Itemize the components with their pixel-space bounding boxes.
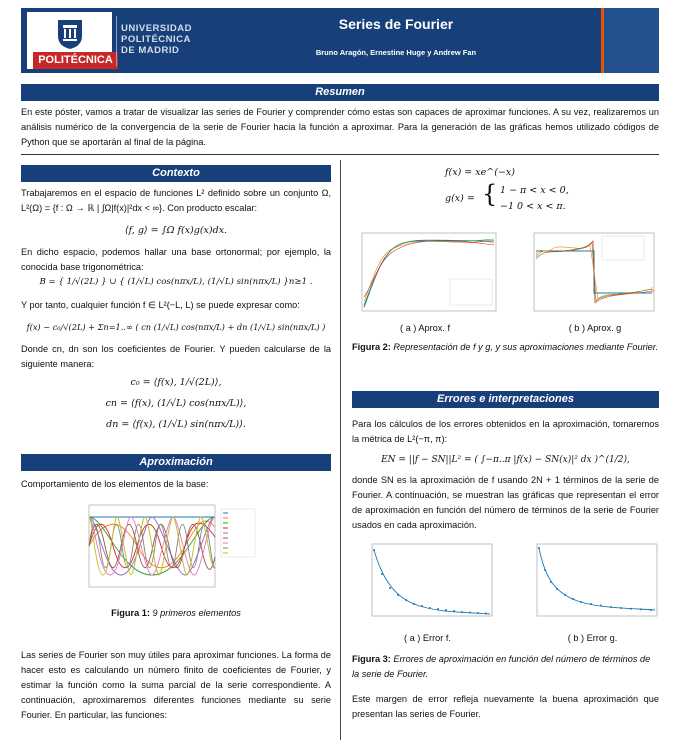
poster-header bbox=[21, 8, 659, 73]
contexto-paragraph-4: Donde cn, dn son los coeficientes de Fourier. Y pueden calcularse de la siguiente manera: bbox=[21, 344, 331, 369]
column-divider bbox=[340, 160, 341, 740]
contexto-paragraph-1: Trabajaremos en el espacio de funciones L² definido sobre un conjunto Ω, L²(Ω) = {f : Ω → ℝ | ∫Ω|f(x)|²dx < ∞}. Con producto escalar: bbox=[21, 188, 331, 213]
equation-g-case-2: −1 0 < x < π. bbox=[500, 201, 566, 212]
figure-2-caption bbox=[352, 340, 662, 355]
equation-inner-product: ⟨f, g⟩ = ∫Ω f(x)g(x)dx. bbox=[124, 225, 228, 236]
university-line: DE MADRID bbox=[121, 45, 180, 56]
equation-cn: cn = ⟨f(x), (1/√L) cos(nπx/L)⟩, bbox=[105, 398, 247, 409]
equation-dn: dn = ⟨f(x), (1/√L) sin(nπx/L)⟩. bbox=[106, 419, 246, 430]
header-divider bbox=[116, 16, 117, 66]
equation-g-brace: { bbox=[482, 180, 498, 208]
equation-basis: B = { 1/√(2L) } ∪ { (1/√L) cos(nπx/L), (1/√L) sin(nπx/L) }n≥1 . bbox=[39, 277, 313, 287]
equation-g-case-1: 1 − π < x < 0, bbox=[500, 185, 569, 196]
figure-2b-caption: ( b ) Aprox. g bbox=[568, 323, 622, 333]
equation-g-lhs: g(x) = bbox=[445, 193, 475, 204]
figure-3-caption bbox=[352, 652, 659, 682]
figure-2b-plot bbox=[522, 227, 670, 322]
equation-error: EN = ||f − SN||L² = ( ∫−π..π |f(x) − SN(x)|² dx )^(1/2), bbox=[381, 455, 630, 465]
university-line: POLITÉCNICA bbox=[121, 34, 191, 45]
equation-f: f(x) = xe^(−x) bbox=[445, 167, 515, 178]
errores-paragraph-3: Este margen de error refleja nuevamente la buena aproximación que presentan las series de Fourier. bbox=[352, 694, 659, 719]
figure-1-label: Figura 1: bbox=[111, 608, 150, 618]
figure-1-text: 9 primeros elementos bbox=[152, 608, 241, 618]
university-name bbox=[121, 23, 192, 56]
errores-paragraph-1: Para los cálculos de los errores obtenidos en la aproximación, tomaremos la métrica de L²(−π, π): bbox=[352, 419, 659, 444]
contexto-paragraph-3: Y por tanto, cualquier función f ∈ L²(−L, L) se puede expresar como: bbox=[21, 300, 300, 310]
figure-3-label: Figura 3: bbox=[352, 654, 391, 664]
figure-3a-plot bbox=[360, 538, 495, 623]
logo-caption: POLITÉCNICA bbox=[33, 52, 118, 69]
section-rule bbox=[21, 154, 659, 155]
crest-icon bbox=[55, 18, 85, 50]
upm-logo bbox=[27, 12, 112, 69]
errores-paragraph-2: donde SN es la aproximación de f usando 2N + 1 términos de la serie de Fourier. A continuación, se muestran las gráficas que representan el error de aproximación en función del número de términos de la serie de Fourier usados en cada aproximación. bbox=[352, 475, 659, 530]
poster-title: Series de Fourier bbox=[338, 16, 454, 32]
figure-1-caption bbox=[21, 608, 331, 618]
figure-3a-caption: ( a ) Error f. bbox=[404, 633, 451, 643]
resumen-text: En este póster, vamos a tratar de visualizar las series de Fourier y comprender cómo estas son capaces de aproximar funciones. A su vez, realizaremos un análisis numérico de la convergencia de la serie de Fourier hacia la función a aproximar. Para la generación de las gráficas hemos utilizado códigos de Python que se aportarán al final de la página. bbox=[21, 107, 659, 147]
university-line: UNIVERSIDAD bbox=[121, 23, 192, 34]
aproximacion-heading: Aproximación bbox=[21, 454, 331, 471]
header-accent bbox=[601, 8, 659, 73]
figure-2-label: Figura 2: bbox=[352, 342, 391, 352]
figure-2a-caption: ( a ) Aprox. f bbox=[399, 323, 451, 333]
equation-series: f(x) ~ c₀/√(2L) + Σn=1..∞ ( cn (1/√L) cos(nπx/L) + dn (1/√L) sin(nπx/L) ) bbox=[26, 322, 326, 332]
figure-1-basis-plot bbox=[75, 497, 260, 597]
contexto-heading: Contexto bbox=[21, 165, 331, 182]
figure-3b-caption: ( b ) Error g. bbox=[567, 633, 618, 643]
resumen-heading: Resumen bbox=[21, 84, 659, 101]
contexto-paragraph-2: En dicho espacio, podemos hallar una base ortonormal; por ejemplo, la conocida base trigonométrica: bbox=[21, 247, 331, 272]
figure-3-text: Errores de aproximación en función del número de términos de la serie de Fourier. bbox=[352, 654, 651, 679]
aproximacion-paragraph-2: Las series de Fourier son muy útiles para aproximar funciones. La forma de hacer esto es calculando un número finito de coeficientes de Fourier, y estimar la función como la suma parcial de la serie correspondiente. A continuación, aproximaremos diferentes funciones mediante su serie Fourier. En particular, las funciones: bbox=[21, 650, 331, 720]
poster-authors: Bruno Aragón, Ernestine Huge y Andrew Fan bbox=[315, 48, 477, 57]
figure-2-text: Representación de f y g, y sus aproximaciones mediante Fourier. bbox=[393, 342, 659, 352]
figure-2a-plot bbox=[350, 227, 500, 322]
figure-3b-plot bbox=[525, 538, 660, 623]
equation-c0: c₀ = ⟨f(x), 1/√(2L)⟩, bbox=[130, 377, 222, 388]
errores-heading: Errores e interpretaciones bbox=[352, 391, 659, 408]
aproximacion-paragraph-1: Comportamiento de los elementos de la base: bbox=[21, 479, 209, 489]
